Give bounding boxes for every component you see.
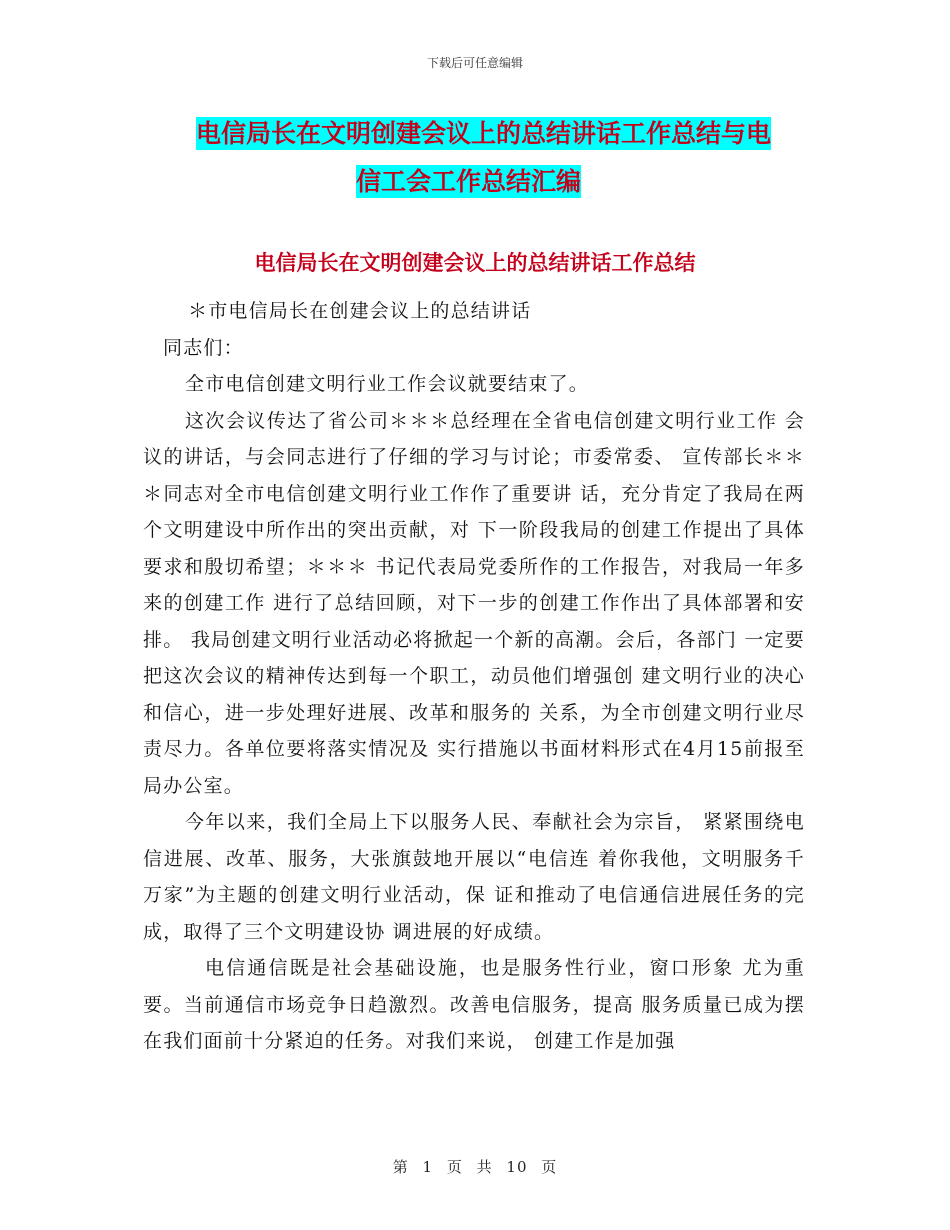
- footer-prefix: 第: [392, 1158, 409, 1176]
- footer-total-label: 共: [476, 1158, 493, 1176]
- document-title: [196, 110, 802, 206]
- footer-total-pages: 10: [506, 1158, 528, 1176]
- paragraph: 电信通信既是社会基础设施，也是服务性行业，窗口形象 尤为重要。当前通信市场竞争日趋激烈。改善电信服务，提高 服务质量已成为摆在我们面前十分紧迫的任务。对我们来说， 创建工作是加强: [143, 957, 805, 1052]
- header-note: 下载后可任意编辑: [426, 56, 523, 70]
- paragraph: 今年以来，我们全局上下以服务人民、奉献社会为宗旨， 紧紧围绕电信进展、改革、服务，大张旗鼓地开展以“电信连 着你我他，文明服务千万家”为主题的创建文明行业活动，保 证和推动了电信通信进展任务的完成，取得了三个文明建设协 调进展的好成绩。: [143, 811, 805, 943]
- paragraph: 这次会议传达了省公司＊＊＊总经理在全省电信创建文明行业工作 会议的讲话，与会同志进行了仔细的学习与讨论；市委常委、 宣传部长＊＊＊同志对全市电信创建文明行业工作作了重要讲 话，充分肯定了我局在两个文明建设中所作出的突出贡献，对 下一阶段我局的创建工作提出了具体要求和殷切希望；＊＊＊ 书记代表局党委所作的工作报告，对我局一年多来的创建工作 进行了总结回顾，对下一步的创建工作作出了具体部署和安排。 我局创建文明行业活动必将掀起一个新的高潮。会后，各部门 一定要把这次会议的精神传达到每一个职工，动员他们增强创 建文明行业的决心和信心，进一步处理好进展、改革和服务的 关系，为全市创建文明行业尽责尽力。各单位要将落实情况及 实行措施以书面材料形式在4月15前报至局办公室。: [143, 409, 805, 797]
- title-line-2: 信工会工作总结汇编: [356, 167, 582, 196]
- footer-page-label: 页: [446, 1158, 463, 1176]
- greeting: 同志们：: [163, 336, 244, 359]
- title-line-1: 电信局长在文明创建会议上的总结讲话工作总结与电: [196, 119, 772, 148]
- body-text: [143, 293, 805, 1060]
- page-footer: [0, 1156, 950, 1177]
- footer-page-number: 1: [422, 1158, 434, 1176]
- footer-suffix: 页: [541, 1158, 558, 1176]
- paragraph: 全市电信创建文明行业工作会议就要结束了。: [185, 373, 590, 395]
- section-heading: 电信局长在文明创建会议上的总结讲话工作总结: [254, 251, 696, 275]
- speech-subheading: ＊市电信局长在创建会议上的总结讲话: [188, 300, 532, 322]
